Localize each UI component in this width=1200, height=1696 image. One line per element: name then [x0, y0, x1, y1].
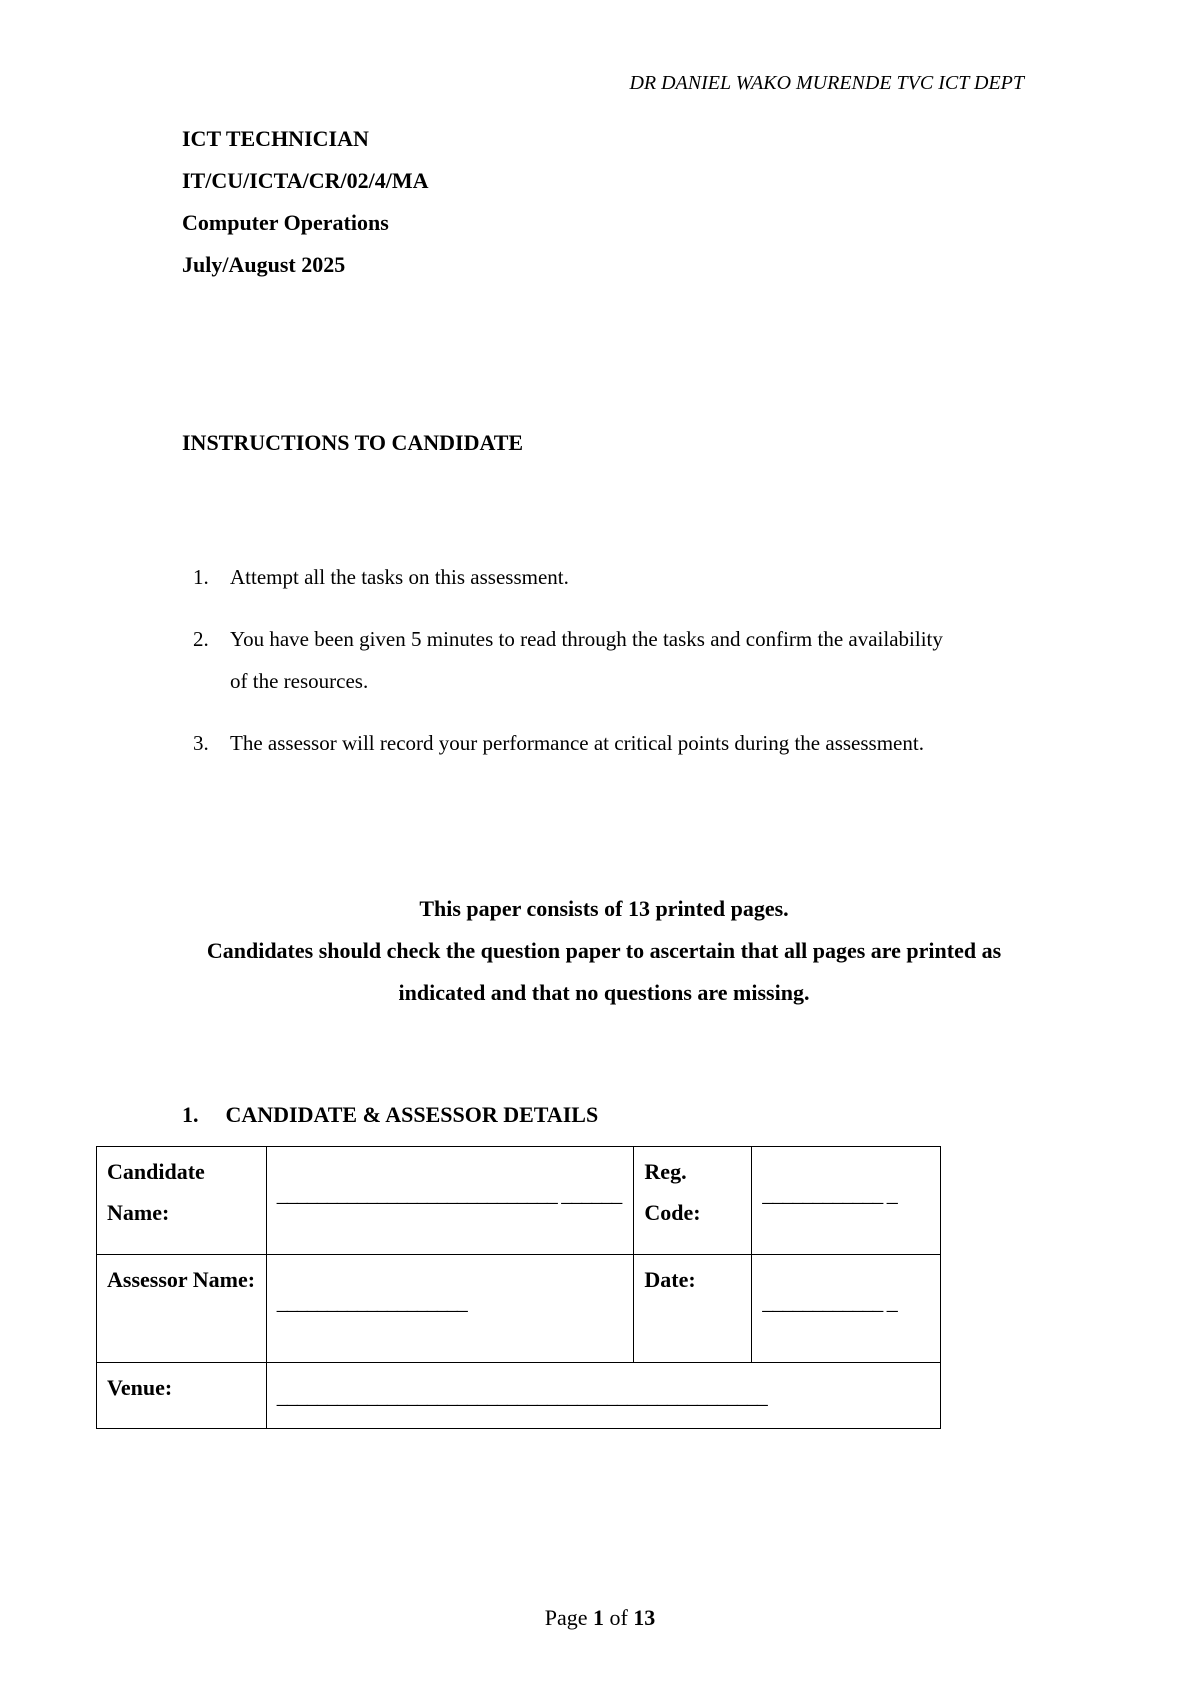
- table-row: [97, 1255, 941, 1363]
- exam-session: July/August 2025: [182, 252, 346, 277]
- page-current: 1: [592, 1605, 604, 1630]
- assessor-name-field[interactable]: ___________________: [266, 1255, 634, 1363]
- pages-count-line: This paper consists of 13 printed pages.: [419, 896, 789, 921]
- list-item: [182, 556, 962, 598]
- instructions-list: [182, 556, 962, 784]
- candidate-name-label: Candidate Name:: [97, 1147, 267, 1255]
- date-field[interactable]: ____________ _: [752, 1255, 941, 1363]
- unit-title: Computer Operations: [182, 210, 389, 235]
- list-item-number: 1.: [193, 565, 209, 589]
- date-label: Date:: [634, 1255, 752, 1363]
- section-title: CANDIDATE & ASSESSOR DETAILS: [225, 1102, 599, 1127]
- pages-check-line: Candidates should check the question paper to ascertain that all pages are printed as indicated and that no questions are missing.: [206, 938, 1002, 1005]
- list-item-number: 3.: [193, 731, 209, 755]
- assessor-name-label: Assessor Name:: [97, 1255, 267, 1363]
- exam-meta: [182, 118, 429, 286]
- page-of-label: of: [609, 1605, 628, 1630]
- list-item: [182, 722, 962, 764]
- running-header: DR DANIEL WAKO MURENDE TVC ICT DEPT: [629, 72, 1024, 94]
- candidate-name-field[interactable]: ____________________________ ______: [266, 1147, 634, 1255]
- list-item-number: 2.: [193, 627, 209, 651]
- list-item: [182, 618, 962, 702]
- reg-code-field[interactable]: ____________ _: [752, 1147, 941, 1255]
- table-row: [97, 1147, 941, 1255]
- section-heading: [182, 1102, 598, 1128]
- instructions-heading: INSTRUCTIONS TO CANDIDATE: [182, 430, 524, 455]
- candidate-details-table: [96, 1146, 941, 1429]
- reg-code-label: Reg. Code:: [634, 1147, 752, 1255]
- page-label: Page: [544, 1605, 588, 1630]
- list-item-text: Attempt all the tasks on this assessment.: [230, 565, 569, 589]
- page-total: 13: [633, 1605, 656, 1630]
- page-footer: [0, 1605, 1200, 1631]
- venue-label: Venue:: [97, 1363, 267, 1429]
- course-code: IT/CU/ICTA/CR/02/4/MA: [182, 168, 429, 193]
- section-number: 1.: [182, 1102, 199, 1127]
- course-title: ICT TECHNICIAN: [182, 126, 369, 151]
- venue-field[interactable]: _________________________________________________: [266, 1363, 940, 1429]
- list-item-text: You have been given 5 minutes to read through the tasks and confirm the availability of the resources.: [230, 627, 943, 693]
- list-item-text: The assessor will record your performance at critical points during the assessment.: [230, 731, 924, 755]
- table-row: [97, 1363, 941, 1429]
- pages-notice: [182, 888, 1026, 1014]
